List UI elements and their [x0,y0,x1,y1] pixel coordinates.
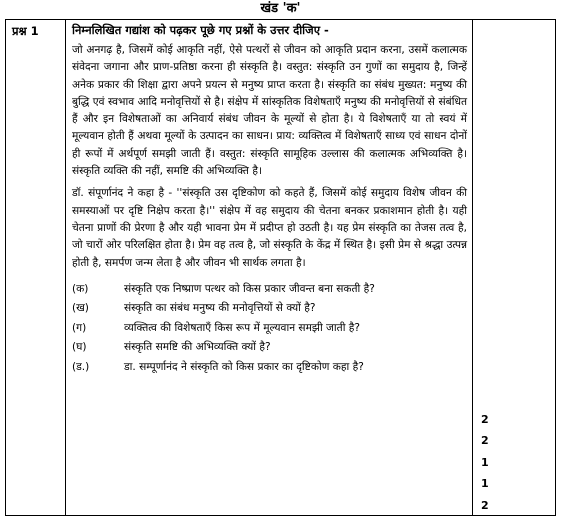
subquestion [72,280,467,300]
subquestion-text: संस्कृति एक निष्प्राण पत्थर को किस प्रकार जीवन्त बना सकती है? [124,282,375,295]
subquestion [72,319,467,339]
subquestion-label: (ग) [72,321,87,334]
subquestion-label: (ख) [72,302,89,315]
subquestion-label: (घ) [72,341,87,354]
subquestion-text: संस्कृति का संबंध मनुष्य की मनोवृत्तियों से क्यों है? [124,302,316,315]
subquestion-label: (क) [72,282,89,295]
subquestion [72,338,467,358]
marks-column [473,20,556,516]
marks-value: 2 [481,434,489,447]
question-content [66,20,473,516]
subquestion [72,358,467,378]
question-number: प्रश्न 1 [6,20,66,516]
marks-value: 2 [481,413,489,426]
subquestion-text: संस्कृति समष्टि की अभिव्यक्ति क्यों है? [124,341,271,354]
marks-value: 1 [481,456,489,469]
passage-paragraph-1: जो अनगढ़ है, जिसमें कोई आकृति नहीं, ऐसे पत्थरों से जीवन को आकृति प्रदान करना, उसमें कलात्मक संवेदना जगाना और प्राण-प्रतिष्ठा करना ही संस्कृति है। वस्तुत: संस्कृति उन गुणों का समुदाय है, जिन्हें अनेक प्रकार की शिक्षा द्वारा अपने प्रयत्न से मनुष्य प्राप्त करता है। संस्कृति का संबंध मुख्यत: मनुष्य की बुद्धि एवं स्वभाव आदि मनोवृत्तियों से है। संक्षेप में सांस्कृतिक विशेषताएँ मनुष्य की मनोवृत्तियों से संबंधित हैं और इन विशेषताओं का अनिवार्य संबंध जीवन के मूल्यों से होता है। ये विशेषताएँ या तो स्वयं में मूल्यवान होती हैं अथवा मूल्यों के उत्पादन का साधन। प्राय: व्यक्तित्व में विशेषताएँ साध्य एवं साधन दोनों ही रूपों में अर्थपूर्ण समझी जाती हैं। वस्तुत: संस्कृति सामूहिक उल्लास की कलात्मक अभिव्यक्ति है। संस्कृति व्यक्ति की नहीं, समष्टि की अभिव्यक्ति है। [72,44,467,178]
marks-value: 2 [481,499,489,512]
section-title: खंड 'क' [260,1,301,16]
question-table [5,19,556,516]
question-instruction: निम्नलिखित गद्यांश को पढ़कर पूछे गए प्रश्नों के उत्तर दीजिए - [72,23,329,37]
subquestion-list [72,280,467,378]
passage-paragraph-2: डॉ. संपूर्णानंद ने कहा है - ''संस्कृति उस दृष्टिकोण को कहते हैं, जिसमें कोई समुदाय विशेष जीवन की समस्याओं पर दृष्टि निक्षेप करता है।'' संक्षेप में वह समुदाय की चेतना बनकर प्रकाशमान होती है। यही चेतना प्राणों की प्रेरणा है और यही भावना प्रेम में प्रदीप्त हो उठती है। यह प्रेम संस्कृति का तेजस तत्व है, जो चारों ओर परिलक्षित होता है। प्रेम वह तत्व है, जो संस्कृति के केंद्र में स्थित है। इसी प्रेम से श्रद्धा उत्पन्न होती है, समर्पण जन्म लेता है और जीवन भी सार्थक लगता है। [72,187,467,269]
subquestion-text: डा. सम्पूर्णानंद ने संस्कृति को किस प्रकार का दृष्टिकोण कहा है? [124,360,364,373]
subquestion-text: व्यक्तित्व की विशेषताएँ किस रूप में मूल्यवान समझी जाती है? [124,321,361,334]
marks-value: 1 [481,477,489,490]
subquestion-label: (ड.) [72,360,90,373]
subquestion [72,299,467,319]
